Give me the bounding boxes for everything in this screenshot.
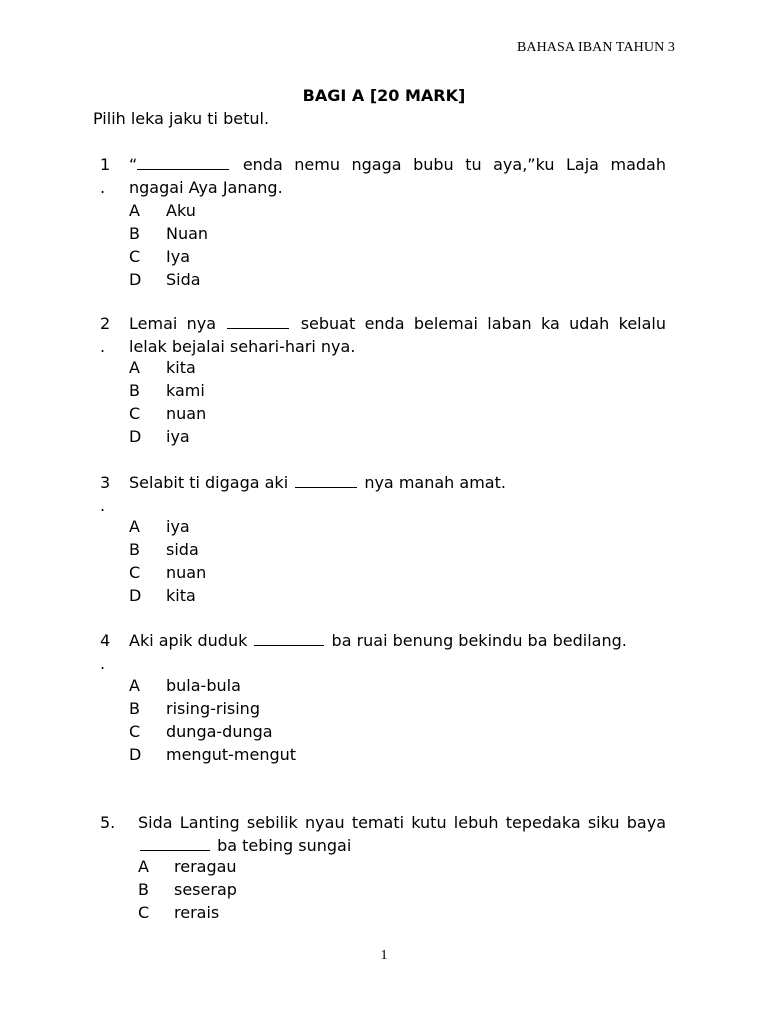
question-text: “ enda nemu ngaga bubu tu aya,”ku Laja madah ngagai Aya Janang. bbox=[129, 155, 666, 197]
question-number: 5. bbox=[100, 813, 116, 832]
instruction: Pilih leka jaku ti betul. bbox=[93, 109, 270, 128]
question-number: 1 . bbox=[100, 155, 111, 197]
question-number: 4 . bbox=[100, 631, 111, 673]
answer-blank bbox=[140, 836, 210, 851]
question-number: 2 . bbox=[100, 314, 111, 356]
section-title: BAGI A [20 MARK] bbox=[302, 86, 466, 105]
page-header: BAHASA IBAN TAHUN 3 bbox=[516, 40, 675, 55]
question-number: 3 . bbox=[100, 473, 111, 515]
question-text: Aki apik duduk ba ruai benung bekindu ba bedilang. bbox=[129, 631, 627, 650]
question-text: Sida Lanting sebilik nyau temati kutu lebuh tepedaka siku baya ba tebing sungai bbox=[138, 813, 666, 855]
answer-blank bbox=[227, 314, 289, 329]
answer-blank bbox=[295, 473, 357, 488]
page-number: 1 bbox=[380, 948, 388, 963]
question-text: Selabit ti digaga aki nya manah amat. bbox=[129, 473, 506, 492]
question-text: Lemai nya sebuat enda belemai laban ka udah kelalu lelak bejalai sehari-hari nya. bbox=[129, 314, 666, 356]
answer-blank bbox=[254, 631, 324, 646]
answer-blank bbox=[137, 155, 229, 170]
